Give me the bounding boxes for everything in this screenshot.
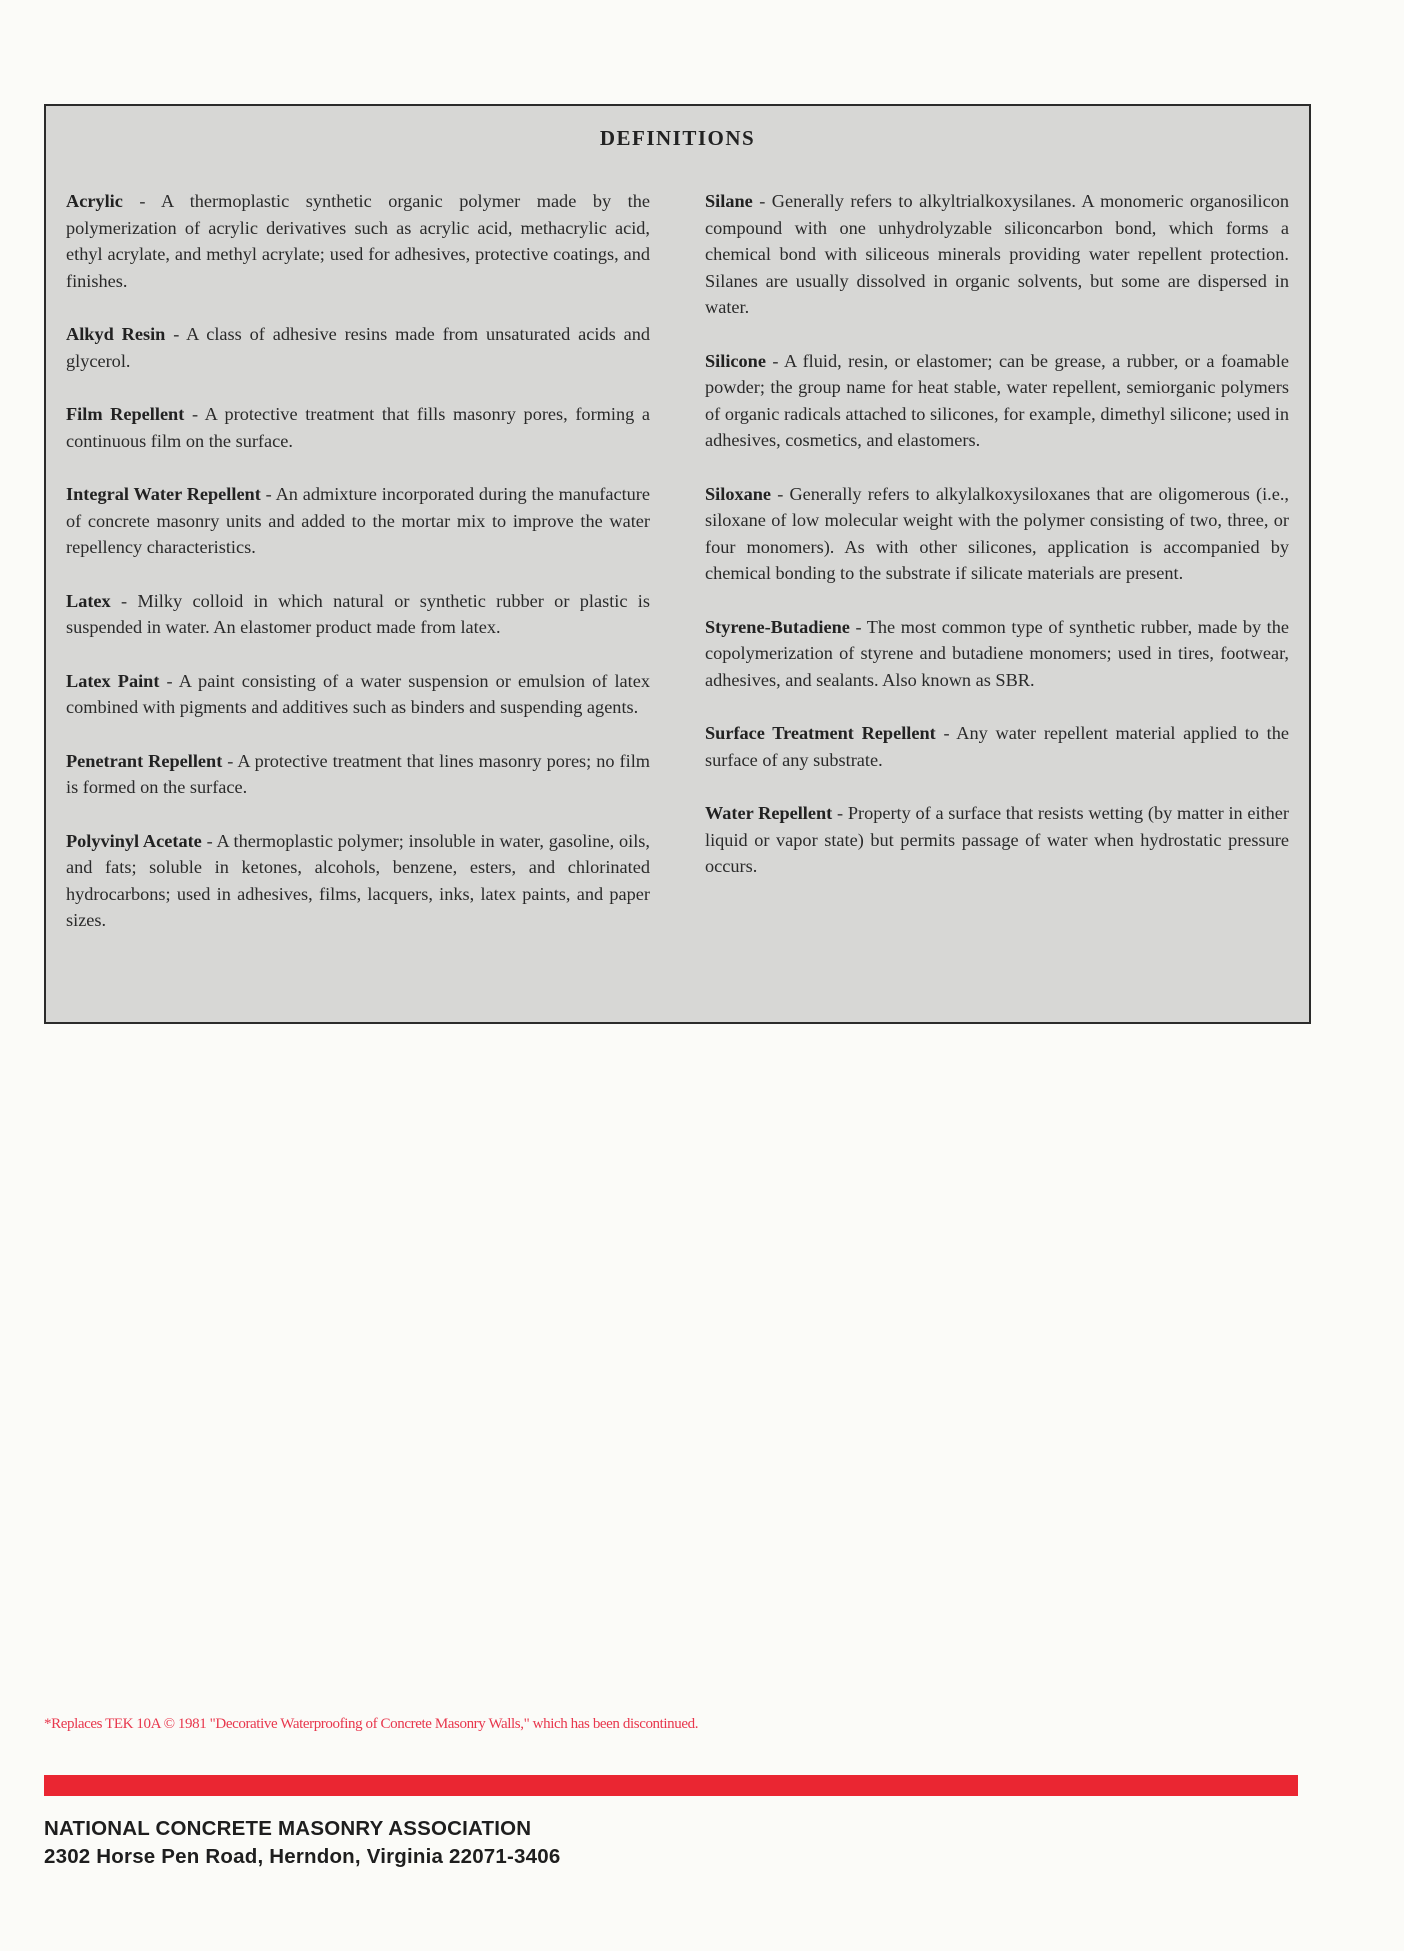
definition-water-repellent: Water Repellent - Property of a surface that resists wetting (by matter in either liquid or vapor state) but permits passage of water when hydrostatic pressure occurs. bbox=[705, 803, 1290, 876]
definition-text: A class of adhesive resins made from unsaturated acids and glycerol. bbox=[66, 324, 650, 371]
term: Surface Treatment Repellent bbox=[705, 723, 936, 743]
definitions-right-column bbox=[705, 188, 1289, 907]
definitions-box bbox=[44, 104, 1311, 1024]
term: Latex bbox=[66, 590, 111, 611]
replacement-footnote: *Replaces TEK 10A © 1981 "Decorative Waterproofing of Concrete Masonry Walls," which has been discontinued. bbox=[44, 1716, 699, 1732]
definition-acrylic: Acrylic - A thermoplastic synthetic organic polymer made by the polymerization of acrylic derivatives such as acrylic acid, methacrylic acid, ethyl acrylate, and methyl acrylate; used for adhesives, protective coatings, and finishes. bbox=[66, 191, 650, 291]
definitions-left-column bbox=[66, 188, 650, 961]
definition-text: Milky colloid in which natural or synthetic rubber or plastic is suspended in water. An elastomer product made from latex. bbox=[66, 590, 650, 637]
term: Styrene-Butadiene bbox=[705, 616, 850, 637]
definition-latex-paint: Latex Paint - A paint consisting of a water suspension or emulsion of latex combined with pigments and additives such as binders and suspending agents. bbox=[66, 670, 650, 717]
red-divider-bar bbox=[44, 1775, 1298, 1796]
term: Siloxane bbox=[705, 483, 772, 504]
definition-text: A protective treatment that fills masonry pores, forming a continuous film on the surface. bbox=[66, 404, 650, 451]
definition-polyvinyl-acetate: Polyvinyl Acetate - A thermoplastic polymer; insoluble in water, gasoline, oils, and fats; soluble in ketones, alcohols, benzene, esters, and chlorinated hydrocarbons; used in adhesives, films, lacquers, inks, latex paints, and paper sizes. bbox=[66, 830, 650, 930]
definition-text: Generally refers to alkyltrialkoxysilanes. A monomeric organosilicon compound with one unhydrolyzable siliconcarbon bond, which forms a chemical bond with siliceous minerals providing water repellent protection. Silanes are usually dissolved in organic solvents, but some are dispersed in water. bbox=[705, 191, 1289, 317]
definition-text: Any water repellent material applied to the surface of any substrate. bbox=[705, 723, 1289, 770]
definition-text: Property of a surface that resists wetting (by matter in either liquid or vapor state) but permits passage of water when hydrostatic pressure occurs. bbox=[705, 803, 1290, 876]
definition-text: A paint consisting of a water suspension or emulsion of latex combined with pigments and additives such as binders and suspending agents. bbox=[66, 670, 650, 717]
definition-surface-treatment-repellent: Surface Treatment Repellent - Any water repellent material applied to the surface of any substrate. bbox=[705, 723, 1289, 770]
definition-latex: Latex - Milky colloid in which natural or synthetic rubber or plastic is suspended in water. An elastomer product made from latex. bbox=[66, 590, 650, 637]
definition-text: A protective treatment that lines masonry pores; no film is formed on the surface. bbox=[66, 750, 650, 797]
definition-silicone: Silicone - A fluid, resin, or elastomer; can be grease, a rubber, or a foamable powder; the group name for heat stable, water repellent, semiorganic polymers of organic radicals attached to silicones, for example, dimethyl silicone; used in adhesives, cosmetics, and elastomers. bbox=[705, 350, 1289, 450]
definition-penetrant-repellent: Penetrant Repellent - A protective treatment that lines masonry pores; no film is formed on the surface. bbox=[66, 750, 650, 797]
definition-text: A fluid, resin, or elastomer; can be grease, a rubber, or a foamable powder; the group name for heat stable, water repellent, semiorganic polymers of organic radicals attached to silicones, for example, dimethyl silicone; used in adhesives, cosmetics, and elastomers. bbox=[705, 350, 1289, 450]
definition-integral-water-repellent: Integral Water Repellent - An admixture incorporated during the manufacture of concrete masonry units and added to the mortar mix to improve the water repellency characteristics. bbox=[66, 484, 650, 557]
definition-text: Generally refers to alkylalkoxysiloxanes that are oligomerous (i.e., siloxane of low molecular weight with the polymer consisting of two, three, or four monomers). As with other silicones, application is accompanied by chemical bonding to the substrate if silicate materials are present. bbox=[705, 483, 1290, 583]
definition-text: An admixture incorporated during the manufacture of concrete masonry units and added to the mortar mix to improve the water repellency characteristics. bbox=[66, 484, 650, 557]
definition-styrene-butadiene: Styrene-Butadiene - The most common type of synthetic rubber, made by the copolymerization of styrene and butadiene monomers; used in tires, footwear, adhesives, and sealants. Also known as SBR. bbox=[705, 616, 1289, 690]
definitions-title: DEFINITIONS bbox=[599, 126, 756, 150]
term: Integral Water Repellent bbox=[66, 484, 261, 504]
term: Silicone bbox=[705, 350, 766, 371]
term: Water Repellent bbox=[705, 803, 833, 823]
term: Polyvinyl Acetate bbox=[66, 830, 202, 851]
definition-siloxane: Siloxane - Generally refers to alkylalkoxysiloxanes that are oligomerous (i.e., siloxane of low molecular weight with the polymer consisting of two, three, or four monomers). As with other silicones, application is accompanied by chemical bonding to the substrate if silicate materials are present. bbox=[705, 483, 1290, 583]
definition-text: A thermoplastic polymer; insoluble in water, gasoline, oils, and fats; soluble in ketones, alcohols, benzene, esters, and chlorinated hydrocarbons; used in adhesives, films, lacquers, inks, latex paints, and paper sizes. bbox=[66, 830, 650, 930]
definition-silane: Silane - Generally refers to alkyltrialkoxysilanes. A monomeric organosilicon compound with one unhydrolyzable siliconcarbon bond, which forms a chemical bond with siliceous minerals providing water repellent protection. Silanes are usually dissolved in organic solvents, but some are dispersed in water. bbox=[705, 191, 1289, 317]
org-name: NATIONAL CONCRETE MASONRY ASSOCIATION bbox=[44, 1817, 532, 1840]
term: Penetrant Repellent bbox=[66, 750, 223, 771]
term: Acrylic bbox=[66, 191, 123, 211]
definition-film-repellent: Film Repellent - A protective treatment that fills masonry pores, forming a continuous film on the surface. bbox=[66, 404, 650, 451]
publisher-block bbox=[44, 1815, 560, 1871]
definition-text: The most common type of synthetic rubber, made by the copolymerization of styrene and butadiene monomers; used in tires, footwear, adhesives, and sealants. Also known as SBR. bbox=[705, 616, 1289, 690]
term: Alkyd Resin bbox=[66, 324, 166, 344]
definition-alkyd-resin: Alkyd Resin - A class of adhesive resins made from unsaturated acids and glycerol. bbox=[66, 324, 650, 371]
term: Film Repellent bbox=[66, 404, 185, 424]
term: Silane bbox=[705, 191, 753, 211]
org-address: 2302 Horse Pen Road, Herndon, Virginia 22071-3406 bbox=[44, 1845, 561, 1868]
definition-text: A thermoplastic synthetic organic polymer made by the polymerization of acrylic derivatives such as acrylic acid, methacrylic acid, ethyl acrylate, and methyl acrylate; used for adhesives, protective coatings, and finishes. bbox=[66, 191, 650, 291]
term: Latex Paint bbox=[66, 670, 160, 691]
